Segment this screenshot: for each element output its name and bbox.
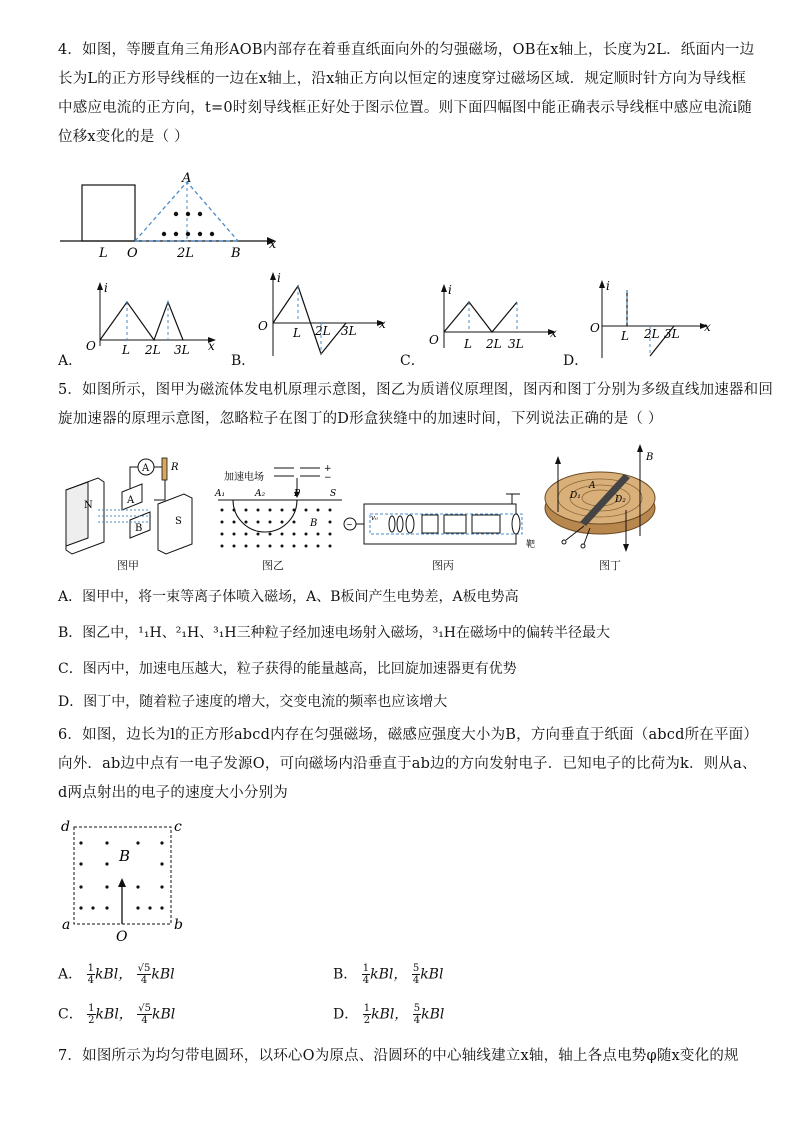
- q4-line-3: 中感应电流的正方向，t=0时刻导线框正好处于图示位置。则下面四幅图中能正确表示导线框中感应电流i随: [58, 100, 753, 116]
- svg-text:A₂: A₂: [255, 489, 266, 499]
- svg-text:~: ~: [346, 520, 353, 529]
- svg-text:x: x: [550, 326, 557, 340]
- caption-ding: 图丁: [599, 559, 621, 572]
- svg-text:N: N: [84, 500, 93, 511]
- label-O: O: [127, 246, 138, 261]
- svg-text:P: P: [294, 489, 301, 499]
- svg-text:+: +: [324, 464, 332, 474]
- svg-text:L: L: [621, 329, 629, 343]
- svg-text:2L: 2L: [315, 324, 331, 338]
- q4-graph-C[interactable]: [426, 280, 566, 360]
- q5-option-D[interactable]: D．图丁中，随着粒子速度的增大，交变电流的频率也应该增大: [58, 694, 448, 710]
- q6-line-3: d两点射出的电子的速度大小分别为: [58, 785, 288, 801]
- label-B: B: [231, 246, 241, 261]
- svg-text:B: B: [310, 518, 318, 529]
- q4-graph-B[interactable]: [255, 268, 395, 363]
- svg-text:B: B: [646, 452, 654, 463]
- q5-option-C[interactable]: C．图丙中，加速电压越大，粒子获得的能量越高，比回旋加速器更有优势: [58, 661, 517, 677]
- svg-text:B: B: [119, 847, 131, 865]
- q4-line-1: 4．如图，等腰直角三角形AOB内部存在着垂直纸面向外的匀强磁场，OB在x轴上，长度为2L．纸面内一边: [58, 42, 755, 58]
- q5-line-2: 旋加速器的原理示意图，忽略粒子在图丁的D形盒狭缝中的加速时间，下列说法正确的是（ ）: [58, 411, 663, 427]
- svg-text:R: R: [171, 462, 179, 473]
- q4-option-A[interactable]: A．: [58, 353, 83, 369]
- svg-text:加速电场: 加速电场: [224, 472, 264, 483]
- fig-ding-cyclotron: [540, 440, 675, 555]
- svg-text:D₁: D₁: [570, 491, 581, 501]
- svg-text:O: O: [590, 321, 600, 335]
- q4-graph-D[interactable]: [590, 276, 720, 364]
- svg-text:O: O: [86, 339, 96, 353]
- svg-text:−: −: [324, 473, 332, 483]
- svg-text:S: S: [175, 516, 182, 527]
- svg-text:2L: 2L: [644, 327, 660, 341]
- label-A: A: [182, 171, 192, 186]
- field-dots: [162, 212, 214, 236]
- label-L: L: [99, 246, 108, 261]
- q4-graph-A[interactable]: [82, 278, 222, 358]
- svg-text:2L: 2L: [486, 337, 502, 351]
- svg-text:O: O: [116, 929, 128, 945]
- svg-text:d: d: [61, 819, 70, 835]
- q6-option-D[interactable]: D． $\frac{1}{2}$ kBl， $\frac{5}{4}$ kBl: [333, 1003, 445, 1026]
- svg-text:x: x: [704, 320, 711, 334]
- q5-line-1: 5．如图所示，图甲为磁流体发电机原理示意图，图乙为质谱仪原理图，图丙和图丁分别为多级直线加速器和回: [58, 382, 774, 398]
- q4-setup-figure: [55, 168, 295, 263]
- q7-line-1: 7．如图所示为均匀带电圆环，以环心O为原点、沿圆环的中心轴线建立x轴，轴上各点电势φ随x变化的规: [58, 1048, 739, 1064]
- q6-line-1: 6．如图，边长为l的正方形abcd内存在匀强磁场，磁感应强度大小为B，方向垂直于纸面（abcd所在平面）: [58, 727, 759, 743]
- fig-yi-mass-spectrometer: [212, 460, 347, 555]
- svg-text:L: L: [122, 343, 130, 357]
- svg-text:i: i: [104, 281, 108, 295]
- svg-text:v₀: v₀: [371, 514, 378, 522]
- svg-text:i: i: [606, 279, 610, 293]
- svg-text:3L: 3L: [664, 327, 680, 341]
- svg-text:b: b: [174, 917, 183, 933]
- svg-text:i: i: [448, 283, 452, 297]
- q6-option-B[interactable]: B． $\frac{1}{4}$ kBl， $\frac{5}{4}$ kBl: [333, 963, 444, 986]
- svg-text:i: i: [277, 271, 281, 285]
- caption-yi: 图乙: [262, 559, 284, 572]
- svg-text:D₂: D₂: [615, 495, 626, 505]
- caption-bing: 图丙: [432, 559, 454, 572]
- q6-option-C[interactable]: C． $\frac{1}{2}$ kBl， $\frac{√5}{4}$ kBl: [58, 1003, 176, 1026]
- svg-text:O: O: [258, 319, 268, 333]
- svg-text:3L: 3L: [174, 343, 190, 357]
- svg-text:S: S: [330, 489, 337, 499]
- q4-option-B[interactable]: B．: [231, 353, 256, 369]
- q5-option-A[interactable]: A．图甲中，将一束等离子体喷入磁场，A、B板间产生电势差，A板电势高: [58, 589, 519, 605]
- q5-option-B[interactable]: B．图乙中，¹₁H、²₁H、³₁H三种粒子经加速电场射入磁场，³₁H在磁场中的偏转半径最大: [58, 625, 611, 641]
- q4-line-2: 长为L的正方形导线框的一边在x轴上，沿x轴正方向以恒定的速度穿过磁场区域．规定顺时针方向为导线框: [58, 71, 747, 87]
- velocity-arrow-icon: [118, 878, 126, 887]
- svg-text:A₁: A₁: [215, 489, 226, 499]
- square-loop: [82, 185, 135, 241]
- label-2L: 2L: [177, 246, 194, 261]
- label-x: x: [269, 237, 277, 252]
- fig-jia-mhd-generator: [58, 440, 208, 555]
- svg-text:2L: 2L: [145, 343, 161, 357]
- q4-line-4: 位移x变化的是（ ）: [58, 129, 189, 145]
- svg-text:B: B: [135, 523, 143, 534]
- svg-text:A: A: [142, 463, 150, 474]
- svg-text:x: x: [379, 317, 386, 331]
- q4-option-D[interactable]: D．: [563, 353, 589, 369]
- fig-bing-linear-accelerator: [340, 492, 545, 557]
- svg-text:L: L: [464, 337, 472, 351]
- q4-option-C[interactable]: C．: [400, 353, 425, 369]
- svg-text:a: a: [62, 917, 71, 933]
- svg-text:O: O: [429, 333, 439, 347]
- svg-text:靶: 靶: [526, 540, 536, 550]
- svg-text:A: A: [127, 495, 135, 506]
- svg-text:c: c: [174, 819, 182, 835]
- svg-text:3L: 3L: [341, 324, 357, 338]
- svg-text:A: A: [589, 481, 596, 491]
- q6-option-A[interactable]: A． $\frac{1}{4}$ kBl， $\frac{√5}{4}$ kBl: [58, 963, 175, 986]
- q6-line-2: 向外．ab边中点有一电子发源O，可向磁场内沿垂直于ab边的方向发射电子．已知电子的比荷为k．则从a、: [58, 756, 757, 772]
- caption-jia: 图甲: [117, 559, 139, 572]
- svg-text:3L: 3L: [508, 337, 524, 351]
- svg-text:L: L: [293, 326, 301, 340]
- svg-text:x: x: [208, 339, 215, 353]
- q6-square-field-figure: [58, 815, 198, 945]
